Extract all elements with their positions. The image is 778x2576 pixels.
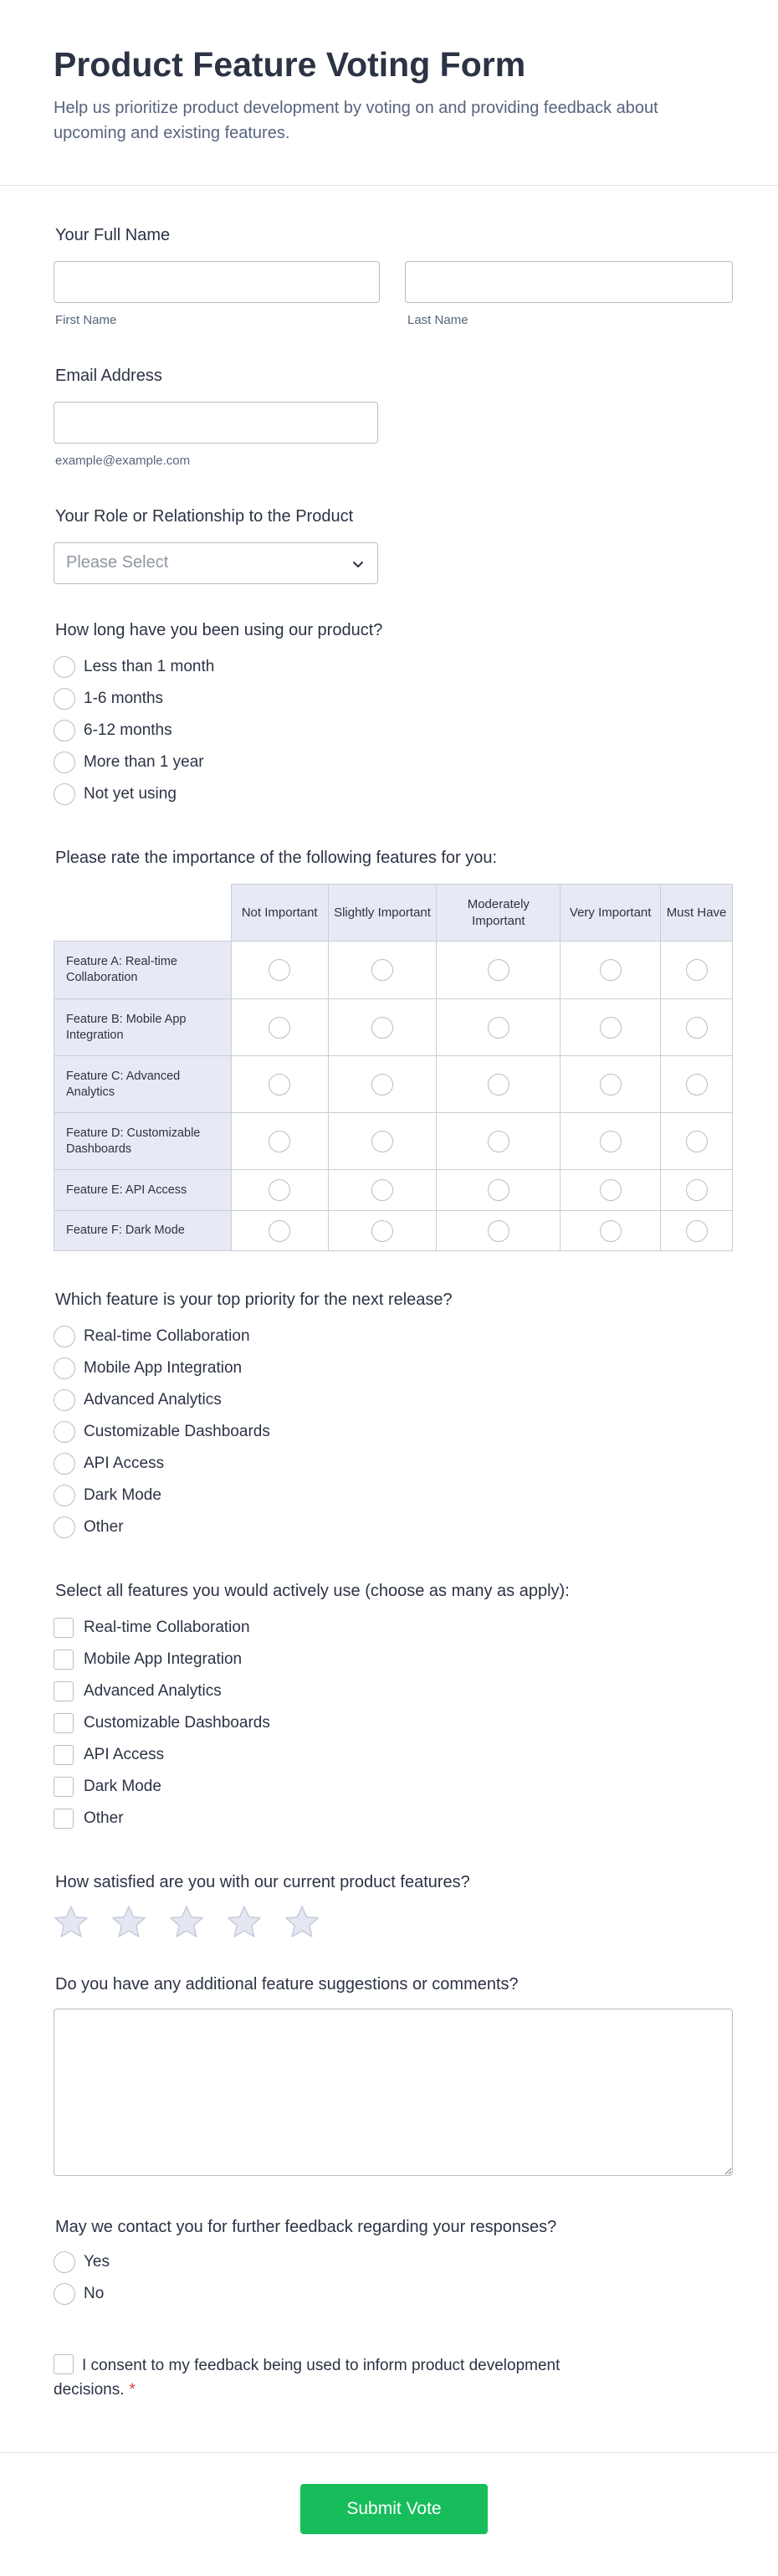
matrix-radio[interactable] — [686, 959, 708, 981]
matrix-row-label: Feature E: API Access — [54, 1170, 232, 1211]
matrix-column-header: Very Important — [560, 885, 661, 942]
matrix-row-label: Feature F: Dark Mode — [54, 1211, 232, 1251]
submit-vote-button[interactable]: Submit Vote — [300, 2484, 488, 2534]
radio-button[interactable] — [54, 1485, 75, 1506]
matrix-radio[interactable] — [686, 1131, 708, 1152]
checkbox[interactable] — [54, 1681, 74, 1701]
form-description: Help us prioritize product development by voting on and providing feedback about upcoming and existing features. — [54, 99, 658, 142]
email-field — [54, 365, 733, 474]
matrix-row-label: Feature C: Advanced Analytics — [54, 1056, 232, 1113]
matrix-radio[interactable] — [488, 1220, 509, 1242]
matrix-radio[interactable] — [600, 959, 622, 981]
last-name-sublabel: Last Name — [407, 313, 468, 327]
matrix-radio[interactable] — [371, 1220, 393, 1242]
satisfaction-label: How satisfied are you with our current product features? — [55, 1873, 470, 1891]
checkbox[interactable] — [54, 1713, 74, 1733]
radio-button[interactable] — [54, 783, 75, 805]
role-field — [54, 505, 733, 589]
priority-option[interactable]: Customizable Dashboards — [54, 1421, 270, 1443]
priority-option[interactable]: Mobile App Integration — [54, 1357, 242, 1379]
full-name-field — [54, 224, 733, 333]
form-header — [0, 0, 778, 186]
matrix-radio[interactable] — [269, 1074, 290, 1096]
matrix-radio[interactable] — [488, 1131, 509, 1152]
matrix-radio[interactable] — [371, 1074, 393, 1096]
matrix-radio[interactable] — [269, 1179, 290, 1201]
priority-option[interactable]: API Access — [54, 1453, 164, 1475]
priority-label: Which feature is your top priority for the next release? — [55, 1291, 453, 1309]
form-footer — [0, 2452, 778, 2576]
matrix-row — [54, 942, 733, 999]
matrix-column-header: Moderately Important — [437, 885, 560, 942]
checkbox[interactable] — [54, 1650, 74, 1670]
matrix-column-header: Slightly Important — [328, 885, 437, 942]
first-name-input[interactable] — [54, 261, 380, 303]
comments-field — [54, 1973, 733, 2183]
matrix-radio[interactable] — [269, 1017, 290, 1039]
use-features-option[interactable]: Other — [54, 1808, 124, 1829]
consent-field — [54, 2353, 733, 2412]
matrix-radio[interactable] — [600, 1074, 622, 1096]
star-icon[interactable] — [111, 1905, 146, 1938]
email-sublabel: example@example.com — [55, 454, 191, 468]
usage-option[interactable]: 6-12 months — [54, 720, 172, 741]
matrix-radio[interactable] — [600, 1179, 622, 1201]
satisfaction-field — [54, 1871, 733, 1947]
usage-option[interactable]: More than 1 year — [54, 752, 204, 773]
contact-option-no[interactable]: No — [54, 2283, 104, 2305]
star-icon[interactable] — [284, 1905, 320, 1938]
matrix-radio[interactable] — [600, 1131, 622, 1152]
star-icon[interactable] — [169, 1905, 204, 1938]
comments-label: Do you have any additional feature suggestions or comments? — [55, 1975, 519, 1994]
matrix-corner — [54, 885, 232, 942]
matrix-radio[interactable] — [371, 1131, 393, 1152]
feature-importance-matrix-field — [54, 847, 733, 1265]
matrix-row — [54, 1113, 733, 1170]
form-title: Product Feature Voting Form — [54, 45, 526, 84]
checkbox[interactable] — [54, 1809, 74, 1829]
full-name-label: Your Full Name — [55, 226, 171, 244]
checkbox[interactable] — [54, 1777, 74, 1797]
comments-textarea[interactable] — [54, 2009, 733, 2176]
use-features-option[interactable]: Mobile App Integration — [54, 1649, 242, 1670]
consent-text-block — [54, 2353, 639, 2402]
usage-label: How long have you been using our product? — [55, 621, 383, 639]
matrix-radio[interactable] — [488, 959, 509, 981]
matrix-column-header: Must Have — [661, 885, 733, 942]
matrix-row — [54, 1170, 733, 1211]
radio-button[interactable] — [54, 688, 75, 710]
star-rating[interactable] — [54, 1905, 342, 1938]
priority-option[interactable]: Advanced Analytics — [54, 1389, 222, 1411]
usage-option[interactable]: Not yet using — [54, 783, 177, 805]
use-features-option[interactable]: Dark Mode — [54, 1776, 161, 1798]
matrix-radio[interactable] — [488, 1017, 509, 1039]
star-icon[interactable] — [227, 1905, 262, 1938]
matrix-radio[interactable] — [686, 1017, 708, 1039]
matrix-row — [54, 1211, 733, 1251]
radio-button[interactable] — [54, 1357, 75, 1379]
matrix-radio[interactable] — [371, 1017, 393, 1039]
matrix-column-header: Not Important — [231, 885, 328, 942]
matrix-row — [54, 999, 733, 1056]
usage-option[interactable]: Less than 1 month — [54, 656, 214, 678]
radio-button[interactable] — [54, 1421, 75, 1443]
matrix-radio[interactable] — [371, 1179, 393, 1201]
priority-option[interactable]: Other — [54, 1516, 124, 1538]
use-features-option[interactable]: Advanced Analytics — [54, 1681, 222, 1702]
radio-button[interactable] — [54, 720, 75, 741]
matrix-radio[interactable] — [600, 1220, 622, 1242]
matrix-radio[interactable] — [686, 1220, 708, 1242]
usage-duration-field — [54, 619, 733, 820]
last-name-input[interactable] — [405, 261, 733, 303]
use-features-field — [54, 1580, 733, 1840]
radio-button[interactable] — [54, 1326, 75, 1347]
usage-option[interactable]: 1-6 months — [54, 688, 163, 710]
email-input[interactable] — [54, 402, 378, 444]
radio-button[interactable] — [54, 656, 75, 678]
radio-button[interactable] — [54, 2251, 75, 2273]
checkbox[interactable] — [54, 1745, 74, 1765]
chevron-down-icon — [351, 557, 366, 572]
matrix-radio[interactable] — [269, 1220, 290, 1242]
role-select[interactable] — [54, 542, 378, 584]
radio-button[interactable] — [54, 752, 75, 773]
matrix-radio[interactable] — [269, 1131, 290, 1152]
importance-matrix — [54, 884, 733, 1251]
matrix-radio[interactable] — [600, 1017, 622, 1039]
consent-checkbox[interactable] — [54, 2354, 74, 2374]
matrix-label: Please rate the importance of the following features for you: — [55, 849, 498, 867]
matrix-radio[interactable] — [686, 1179, 708, 1201]
radio-button[interactable] — [54, 1516, 75, 1538]
first-name-sublabel: First Name — [55, 313, 117, 327]
priority-option[interactable]: Real-time Collaboration — [54, 1326, 250, 1347]
matrix-row-label: Feature B: Mobile App Integration — [54, 999, 232, 1056]
matrix-row-label: Feature A: Real-time Collaboration — [54, 942, 232, 999]
checkbox[interactable] — [54, 1618, 74, 1638]
use-features-label: Select all features you would actively use (choose as many as apply): — [55, 1582, 570, 1600]
radio-button[interactable] — [54, 1389, 75, 1411]
contact-option-yes[interactable]: Yes — [54, 2251, 110, 2273]
consent-text: I consent to my feedback being used to inform product development decisions. — [54, 2357, 560, 2399]
contact-permission-field — [54, 2216, 733, 2317]
matrix-row — [54, 1056, 733, 1113]
radio-button[interactable] — [54, 2283, 75, 2305]
use-features-option[interactable]: Real-time Collaboration — [54, 1617, 250, 1639]
use-features-option[interactable]: API Access — [54, 1744, 164, 1766]
email-label: Email Address — [55, 367, 162, 385]
radio-button[interactable] — [54, 1453, 75, 1475]
matrix-radio[interactable] — [269, 959, 290, 981]
matrix-radio[interactable] — [371, 959, 393, 981]
matrix-radio[interactable] — [488, 1074, 509, 1096]
top-priority-field — [54, 1289, 733, 1548]
matrix-radio[interactable] — [488, 1179, 509, 1201]
role-label: Your Role or Relationship to the Product — [55, 507, 354, 526]
matrix-row-label: Feature D: Customizable Dashboards — [54, 1113, 232, 1170]
priority-option[interactable]: Dark Mode — [54, 1485, 161, 1506]
matrix-radio[interactable] — [686, 1074, 708, 1096]
required-marker: * — [129, 2381, 136, 2399]
role-select-placeholder: Please Select — [66, 553, 169, 572]
use-features-option[interactable]: Customizable Dashboards — [54, 1712, 270, 1734]
star-icon[interactable] — [54, 1905, 89, 1938]
contact-label: May we contact you for further feedback regarding your responses? — [55, 2218, 557, 2236]
